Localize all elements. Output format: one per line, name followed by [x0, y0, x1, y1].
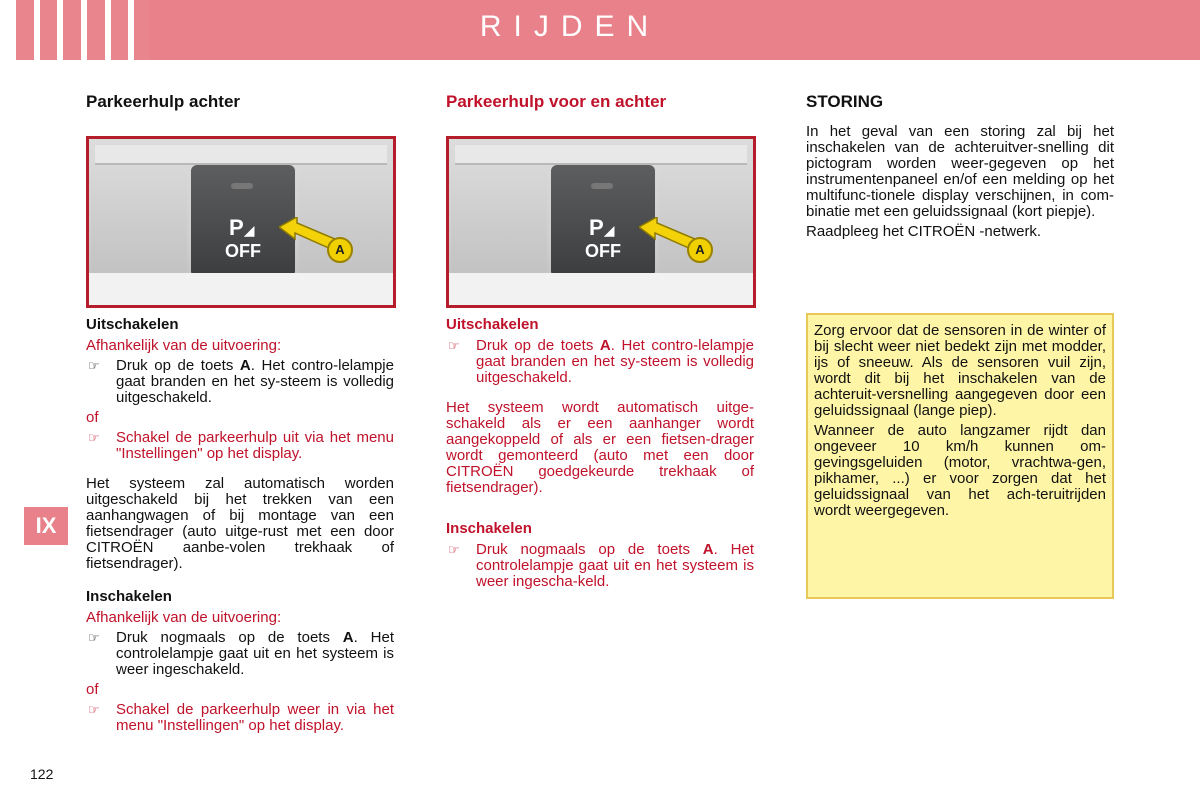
park-off-button-image: P◢ OFF: [191, 165, 295, 277]
pointing-hand-icon: ☞: [88, 630, 100, 645]
column-malfunction: [806, 90, 1114, 240]
button-photo: [446, 136, 756, 308]
subheading-disable: Uitschakelen: [446, 316, 539, 333]
section-heading: Parkeerhulp voor en achter: [446, 92, 667, 111]
badge-a: A: [687, 237, 713, 263]
page-header: [0, 0, 1200, 62]
list-item: ☞ Druk op de toets A. Het contro-lelampje gaat branden en het sy-steem is volledig uitgeschakeld.: [88, 357, 394, 406]
warning-note: [806, 313, 1114, 599]
pointing-hand-icon: ☞: [88, 430, 100, 445]
list-item: ☞ Druk nogmaals op de toets A. Het controlelampje gaat uit en het systeem is weer ingescha-keld.: [448, 541, 754, 590]
list-item: ☞ Schakel de parkeerhulp uit via het menu "Instellingen" op het display.: [88, 429, 394, 462]
pointing-hand-icon: ☞: [88, 702, 100, 717]
button-photo: [86, 136, 396, 308]
column-rear-parking-aid: [86, 90, 394, 734]
paragraph: Het systeem wordt automatisch uitge-schakeld als er een aanhanger wordt aangekoppeld of als er een fietsen-drager wordt gemonteerd (auto met een door CITROËN goedgekeurde trekhaak of fietsendrager).: [446, 399, 754, 496]
note-paragraph: Wanneer de auto langzamer rijdt dan ongeveer 10 km/h kunnen om-gevingsgeluiden (motor, vrachtwa-gen, pikhamer, ...) er voor zorgen dat het geluidssignaal van het ach-teruitrijden wordt weergegeven.: [814, 422, 1106, 519]
version-note: Afhankelijk van de uitvoering:: [86, 337, 282, 354]
header-stripes: [16, 0, 152, 60]
paragraph: In het geval van een storing zal bij het inschakelen van de achteruitver-snelling dit pictogram worden weer-gegeven op het instrumentenpaneel en/of een melding op het multifunc-tionele display verschijnen, in com-binatie met een geluidssignaal (kort piepje).: [806, 123, 1114, 220]
pointing-hand-icon: ☞: [448, 542, 460, 557]
subheading-enable: Inschakelen: [446, 520, 532, 537]
chapter-title: RIJDEN: [479, 10, 661, 43]
note-paragraph: Zorg ervoor dat de sensoren in de winter of bij slecht weer niet bedekt zijn met modder, ijs of sneeuw. Als de sensoren vuil zijn, wordt dit bij het inschakelen van de achteruit-versnelling aangegeven door een geluidssignaal (lange piep).: [814, 322, 1106, 419]
badge-a: A: [327, 237, 353, 263]
chapter-tab: IX: [24, 507, 68, 545]
list-item: ☞ Druk nogmaals op de toets A. Het controlelampje gaat uit en het systeem is weer ingeschakeld.: [88, 629, 394, 678]
park-off-button-image: P◢ OFF: [551, 165, 655, 277]
subheading-disable: Uitschakelen: [86, 316, 179, 333]
section-heading: Parkeerhulp achter: [86, 92, 241, 111]
paragraph: Raadpleeg het CITROËN -netwerk.: [806, 223, 1042, 240]
subheading-enable: Inschakelen: [86, 588, 172, 605]
list-item: ☞ Schakel de parkeerhulp weer in via het menu "Instellingen" op het display.: [88, 701, 394, 734]
pointing-hand-icon: ☞: [88, 358, 100, 373]
list-item: ☞ Druk op de toets A. Het contro-lelampje gaat branden en het sy-steem is volledig uitgeschakeld.: [448, 337, 754, 386]
section-heading: STORING: [806, 92, 884, 111]
paragraph: Het systeem zal automatisch worden uitgeschakeld bij het trekken van een aanhangwagen of bij montage van een fietsendrager (auto uitge-rust met een door CITROËN aanbe-volen trekhaak of fietsendrager).: [86, 475, 394, 572]
or-label: of: [86, 681, 99, 698]
pointing-hand-icon: ☞: [448, 338, 460, 353]
version-note: Afhankelijk van de uitvoering:: [86, 609, 282, 626]
or-label: of: [86, 409, 99, 426]
column-front-rear-parking-aid: [446, 90, 754, 590]
page-number: 122: [30, 766, 54, 782]
